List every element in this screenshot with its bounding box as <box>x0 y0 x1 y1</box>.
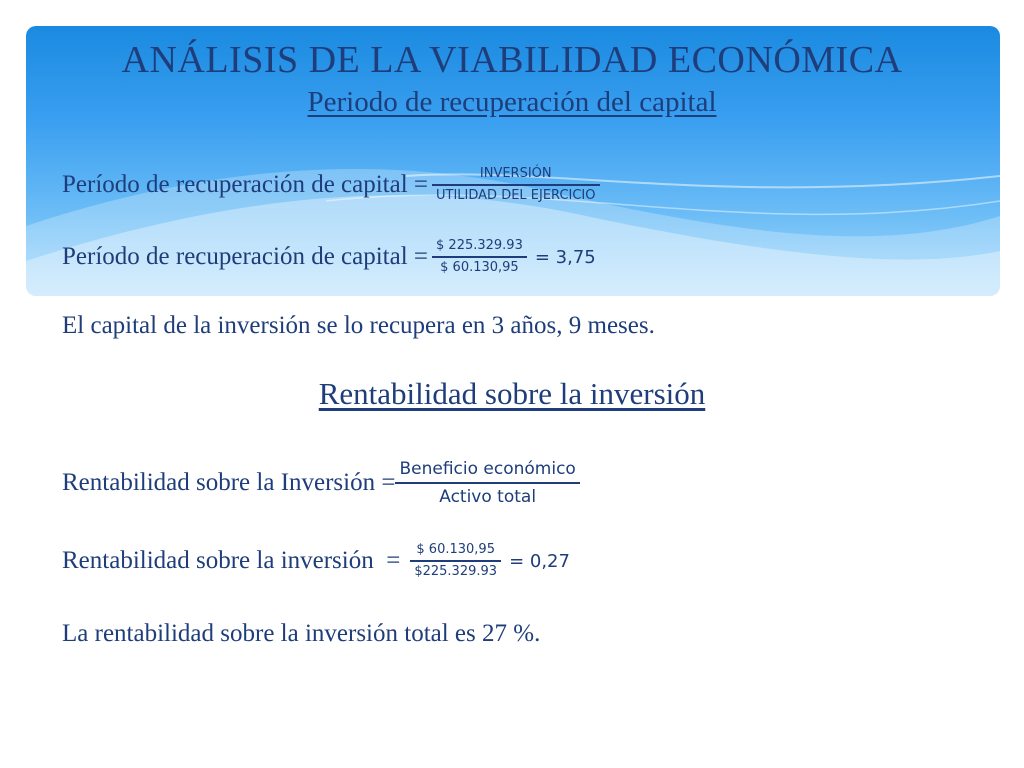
roi-calc-fraction <box>410 542 501 580</box>
payback-formula-label: Período de recuperación de capital = <box>62 171 429 198</box>
roi-formula-denominator: Activo total <box>439 487 537 507</box>
payback-conclusion: El capital de la inversión se lo recupera en 3 años, 9 meses. <box>62 312 655 339</box>
payback-calc-line <box>62 238 596 276</box>
roi-calc-result: = 0,27 <box>509 550 570 572</box>
roi-formula-label: Rentabilidad sobre la Inversión = <box>62 469 396 496</box>
payback-formula-line <box>62 166 604 204</box>
payback-formula-denominator: UTILIDAD DEL EJERCICIO <box>436 188 596 203</box>
roi-calc-label: Rentabilidad sobre la inversión = <box>62 547 401 574</box>
fraction-bar <box>410 560 501 562</box>
fraction-bar <box>432 184 600 186</box>
payback-calc-fraction <box>432 238 527 276</box>
roi-section-title: Rentabilidad sobre la inversión <box>318 376 706 411</box>
roi-calc-numerator: $ 60.130,95 <box>416 542 495 557</box>
payback-calc-denominator: $ 60.130,95 <box>440 260 519 275</box>
roi-formula-fraction <box>395 458 579 508</box>
roi-formula-line <box>62 458 584 508</box>
roi-conclusion: La rentabilidad sobre la inversión total es 27 %. <box>62 620 541 647</box>
fraction-bar <box>395 482 579 484</box>
payback-calc-label: Período de recuperación de capital = <box>62 243 429 270</box>
roi-calc-line <box>62 542 570 580</box>
slide-title: ANÁLISIS DE LA VIABILIDAD ECONÓMICA <box>121 39 903 81</box>
payback-calc-result: = 3,75 <box>534 246 596 268</box>
payback-formula-numerator: INVERSIÓN <box>479 166 552 181</box>
slide-subtitle: Periodo de recuperación del capital <box>307 86 717 118</box>
payback-calc-numerator: $ 225.329.93 <box>436 238 523 253</box>
roi-formula-numerator: Beneficio económico <box>399 459 576 479</box>
fraction-bar <box>432 256 527 258</box>
roi-calc-denominator: $225.329.93 <box>414 564 498 579</box>
payback-formula-fraction <box>432 166 600 204</box>
